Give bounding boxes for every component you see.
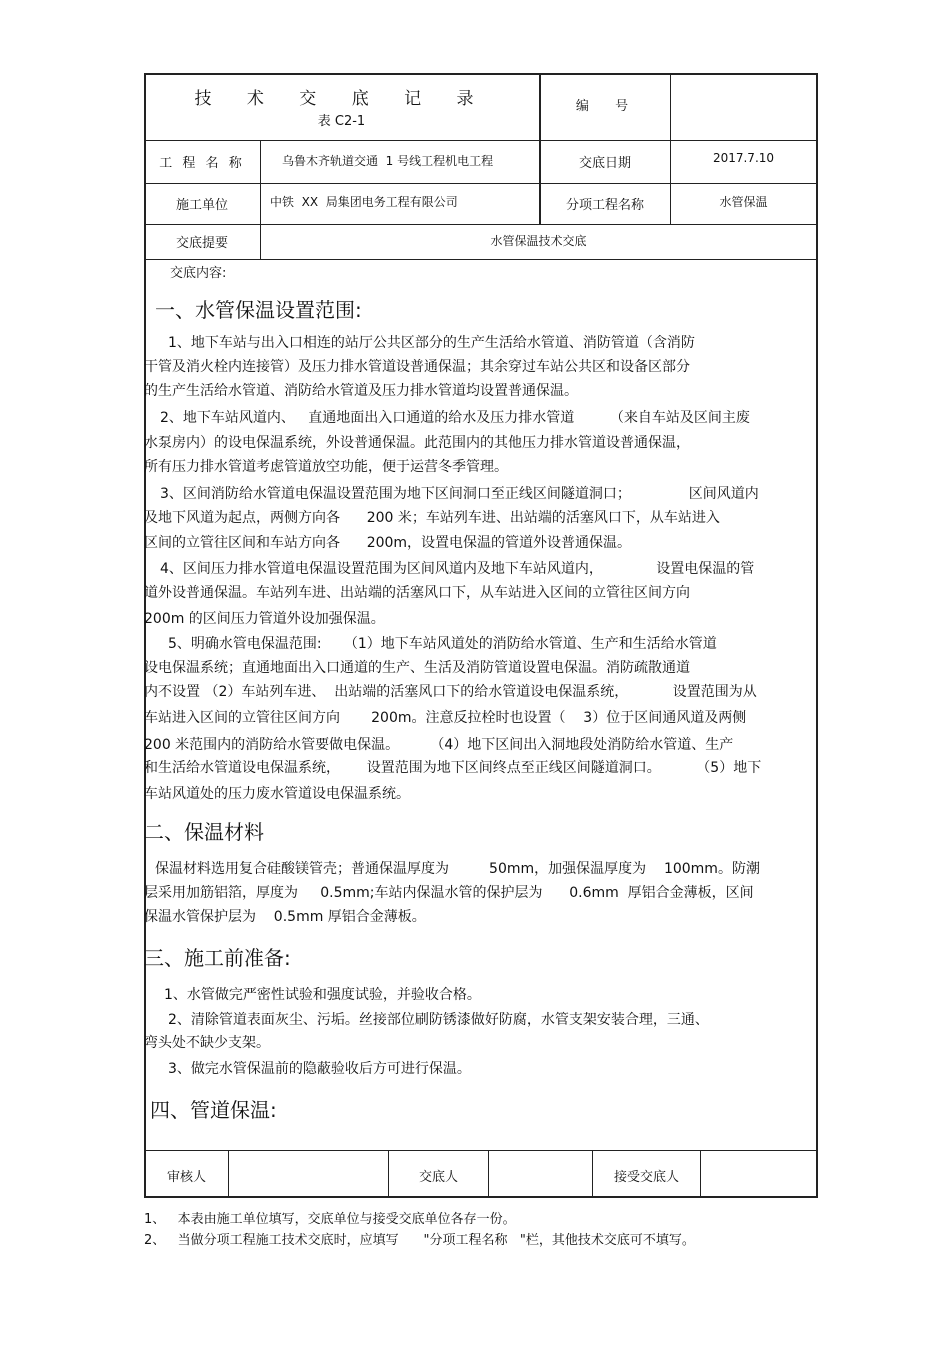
form-title: 技 术 交 底 记 录 <box>194 89 489 109</box>
code-label: 编 号 <box>575 99 635 114</box>
s1-line: 的生产生活给水管道、消防给水管道及压力排水管道均设置普通保温。 <box>144 383 578 399</box>
project-row-divider <box>144 183 817 184</box>
s3-line: 2、清除管道表面灰尘、污垢。丝接部位刷防锈漆做好防腐，水管支架安装合理，三通、 <box>168 1012 709 1028</box>
section-3-heading: 三、施工前准备: <box>144 946 291 970</box>
s1-line: 水泵房内）的设电保温系统，外设普通保温。此范围内的其他压力排水管道设普通保温， <box>144 435 690 451</box>
section-4-heading: 四、管道保温: <box>150 1098 277 1122</box>
s1-line: 200 米范围内的消防给水管要做电保温。 （4）地下区间出入洞地段处消防给水管道、生产 <box>144 737 734 753</box>
s1-line: 道外设普通保温。车站列车进、出站端的活塞风口下，从车站进入区间的立管往区间方向 <box>144 585 690 601</box>
section-1-heading: 一、水管保温设置范围: <box>155 298 362 322</box>
unit-row-divider <box>144 224 817 225</box>
s1-line: 干管及消火栓内连接管）及压力排水管道设普通保温；其余穿过车站公共区和设备区部分 <box>144 359 690 375</box>
s1-line: 车站进入区间的立管往区间方向 200m。注意反拉栓时也设置（ 3）位于区间通风道及两侧 <box>144 710 747 726</box>
unit-label: 施工单位 <box>175 198 228 213</box>
date-value[interactable]: 2017.7.10 <box>712 151 775 165</box>
s3-line: 弯头处不缺少支架。 <box>144 1035 270 1051</box>
project-label: 工 程 名 称 <box>159 156 245 171</box>
summary-value[interactable]: 水管保温技术交底 <box>490 234 587 248</box>
s1-line: 所有压力排水管道考虑管道放空功能，便于运营冬季管理。 <box>144 459 508 475</box>
unit-value[interactable]: 中铁 XX 局集团电务工程有限公司 <box>270 195 458 209</box>
date-label: 交底日期 <box>578 156 631 171</box>
s1-line: 和生活给水管道设电保温系统， 设置范围为地下区间终点至正线区间隧道洞口。 （5）地下 <box>144 760 762 776</box>
subproject-value[interactable]: 水管保温 <box>719 195 768 209</box>
s1-line: 内不设置 （2）车站列车进、 出站端的活塞风口下的给水管道设电保温系统， 设置范围为从 <box>144 684 757 700</box>
header-row-divider <box>144 140 817 141</box>
s1-line: 及地下风道为起点，两侧方向各 200 米；车站列车进、出站端的活塞风口下，从车站进入 <box>144 510 720 526</box>
footnote-2: 2、 当做分项工程施工技术交底时，应填写 "分项工程名称 "栏，其他技术交底可不填写。 <box>144 1233 695 1248</box>
receiver-label: 接受交底人 <box>613 1170 679 1185</box>
s2-line: 层采用加筋铝箔，厚度为 0.5mm;车站内保温水管的保护层为 0.6mm 厚铝合金薄板，区间 <box>144 885 754 901</box>
s3-line: 3、做完水管保温前的隐蔽验收后方可进行保温。 <box>168 1061 471 1077</box>
content-label: 交底内容: <box>170 266 227 281</box>
s1-line: 设电保温系统；直通地面出入口通道的生产、生活及消防管道设置电保温。消防疏散通道 <box>144 660 690 676</box>
form-number: 表 C2-1 <box>317 114 366 129</box>
sig-divider-3 <box>488 1150 489 1196</box>
project-value[interactable]: 乌鲁木齐轨道交通 1 号线工程机电工程 <box>282 154 494 168</box>
s1-line: 2、地下车站风道内、 直通地面出入口通道的给水及压力排水管道 （来自车站及区间主废 <box>160 410 750 426</box>
table-top-border <box>144 73 818 75</box>
table-bottom-border <box>144 1196 818 1198</box>
signature-top-divider <box>144 1150 817 1151</box>
sig-divider-5 <box>700 1150 701 1196</box>
s2-line: 保温材料选用复合硅酸镁管壳；普通保温厚度为 50mm，加强保温厚度为 100mm。防潮 <box>155 861 760 877</box>
s1-line: 车站风道处的压力废水管道设电保温系统。 <box>144 786 410 802</box>
subproject-label: 分项工程名称 <box>565 198 644 213</box>
s1-line: 4、区间压力排水管道电保温设置范围为区间风道内及地下车站风道内， 设置电保温的管 <box>160 561 755 577</box>
s1-line: 200m 的区间压力管道外设加强保温。 <box>144 611 385 627</box>
s3-line: 1、水管做完严密性试验和强度试验，并验收合格。 <box>164 987 481 1003</box>
sig-divider-1 <box>228 1150 229 1196</box>
s1-line: 1、地下车站与出入口相连的站厅公共区部分的生产生活给水管道、消防管道（含消防 <box>168 335 695 351</box>
s1-line: 区间的立管往区间和车站方向各 200m，设置电保温的管道外设普通保温。 <box>144 535 632 551</box>
s1-line: 3、区间消防给水管道电保温设置范围为地下区间洞口至正线区间隧道洞口； 区间风道内 <box>160 486 759 502</box>
discloser-label: 交底人 <box>418 1170 458 1185</box>
summary-label: 交底提要 <box>175 236 228 251</box>
summary-row-divider <box>144 259 817 260</box>
s1-line: 5、明确水管电保温范围: （1）地下车站风道处的消防给水管道、生产和生活给水管道 <box>168 636 717 652</box>
s2-line: 保温水管保护层为 0.5mm 厚铝合金薄板。 <box>144 909 426 925</box>
section-2-heading: 二、保温材料 <box>144 820 264 844</box>
reviewer-label: 审核人 <box>166 1170 206 1185</box>
table-right-border <box>816 73 818 1197</box>
footnote-1: 1、 本表由施工单位填写，交底单位与接受交底单位各存一份。 <box>144 1212 516 1227</box>
